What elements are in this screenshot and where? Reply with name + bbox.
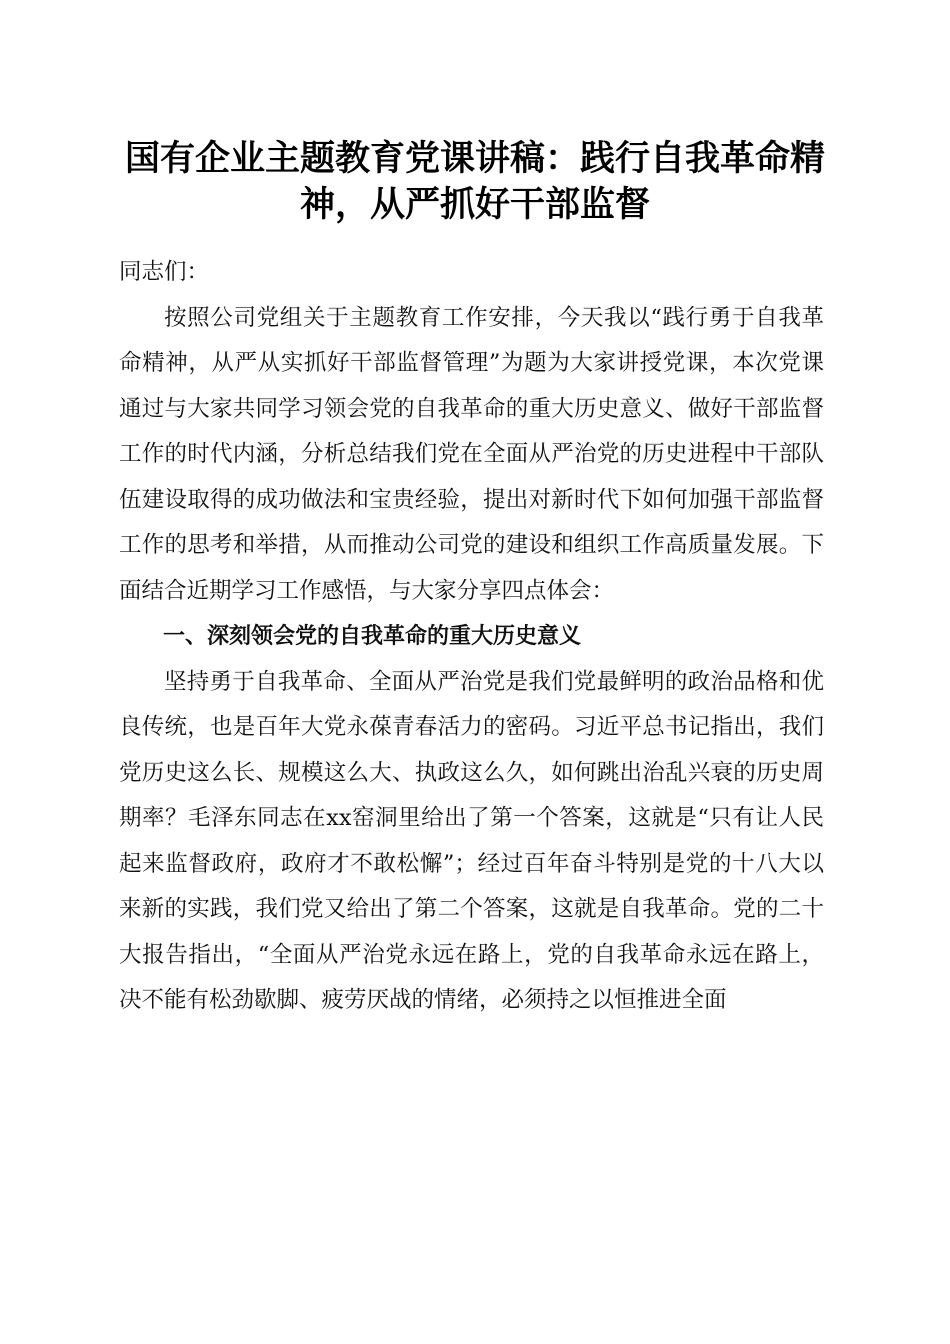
document-body xyxy=(119,250,824,1024)
paragraph-intro: 按照公司党组关于主题教育工作安排，今天我以“践行勇于自我革命精神，从严从实抓好干部监督管理”为题为大家讲授党课，本次党课通过与大家共同学习领会党的自我革命的重大历史意义、做好干部监督工作的时代内涵，分析总结我们党在全面从严治党的历史进程中干部队伍建设取得的成功做法和宝贵经验，提出对新时代下如何加强干部监督工作的思考和举措，从而推动公司党的建设和组织工作高质量发展。下面结合近期学习工作感悟，与大家分享四点体会： xyxy=(119,304,824,604)
document-title: 国有企业主题教育党课讲稿：践行自我革命精神，从严抓好干部监督 xyxy=(124,138,825,225)
greeting: 同志们： xyxy=(119,259,210,285)
section-heading-1: 一、深刻领会党的自我革命的重大历史意义 xyxy=(163,624,582,649)
paragraph-section-1: 坚持勇于自我革命、全面从严治党是我们党最鲜明的政治品格和优良传统，也是百年大党永葆青春活力的密码。习近平总书记指出，我们党历史这么长、规模这么大、执政这么久，如何跳出治乱兴衰的历史周期率？毛泽东同志在xx窑洞里给出了第一个答案，这就是“只有让人民起来监督政府，政府才不敢松懈”；经过百年奋斗特别是党的十八大以来新的实践，我们党又给出了第二个答案，这就是自我革命。党的二十大报告指出，“全面从严治党永远在路上，党的自我革命永远在路上，决不能有松劲歇脚、疲劳厌战的情绪，必须持之以恒推进全面 xyxy=(119,668,824,1013)
